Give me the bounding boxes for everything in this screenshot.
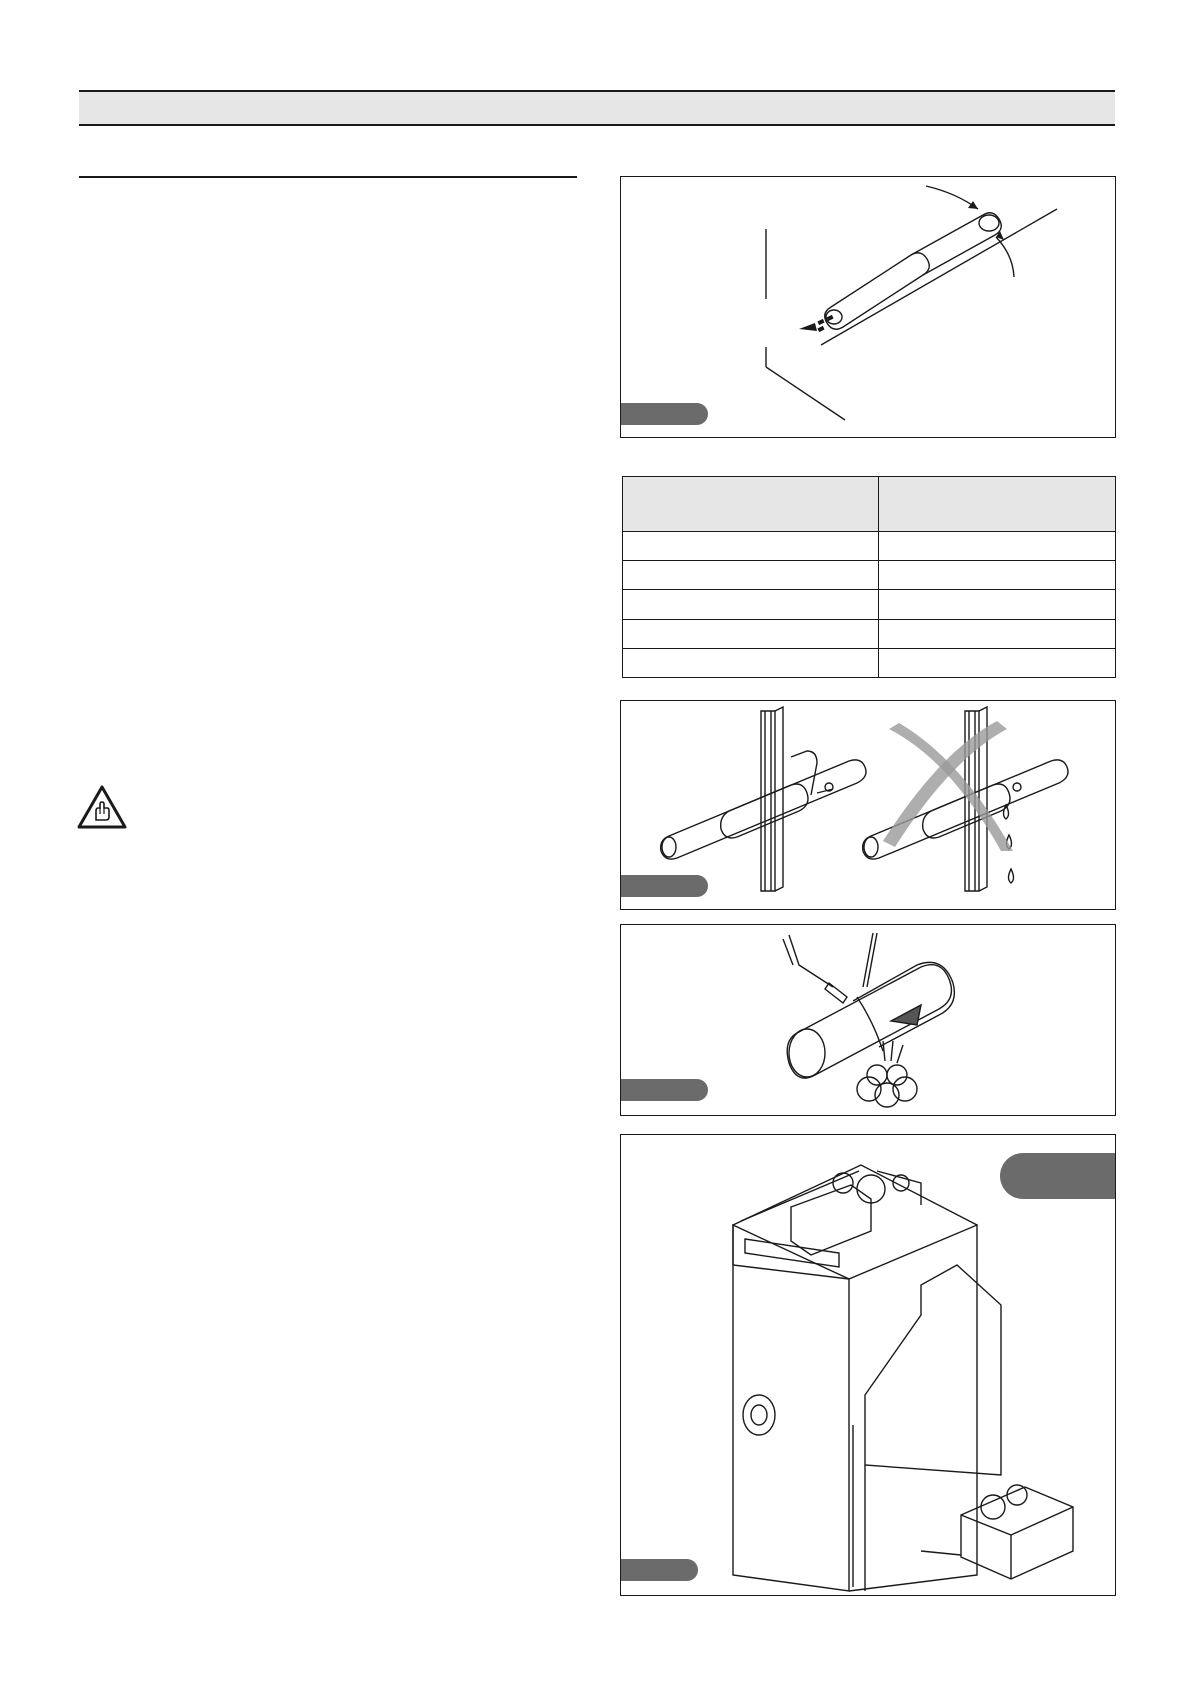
table-cell [623, 590, 879, 619]
figure-label-tab [620, 1559, 698, 1581]
figure-corner-tab [1000, 1153, 1116, 1199]
table-header-cell [623, 477, 879, 532]
table-row [623, 619, 1116, 648]
table-cell [879, 619, 1116, 648]
table-cell [879, 532, 1116, 561]
table-cell [879, 561, 1116, 590]
table-cell [623, 532, 879, 561]
figure-label-tab [620, 1079, 708, 1101]
table-cell [879, 590, 1116, 619]
warning-hand-icon [76, 784, 128, 835]
table-cell [623, 648, 879, 677]
table-row [623, 590, 1116, 619]
page-header-bar [79, 90, 1115, 126]
table-row [623, 561, 1116, 590]
table-header-row [623, 477, 1116, 532]
table-header-cell [879, 477, 1116, 532]
table-cell [879, 648, 1116, 677]
figure-cabinet-unit [620, 1134, 1116, 1596]
figure-label-tab [620, 875, 708, 897]
table-row [623, 648, 1116, 677]
table-cell [623, 619, 879, 648]
figure-pipe-brazing [620, 924, 1116, 1116]
figure-pipe-insulation [620, 700, 1116, 910]
table-row [623, 532, 1116, 561]
cabinet-unit-illustration [621, 1135, 1116, 1596]
figure-pipe-bend [620, 176, 1116, 438]
pipe-bend-illustration [621, 177, 1116, 438]
figure-label-tab [620, 403, 708, 425]
specification-table [622, 476, 1116, 678]
section-heading-rule [79, 176, 577, 178]
table-cell [623, 561, 879, 590]
